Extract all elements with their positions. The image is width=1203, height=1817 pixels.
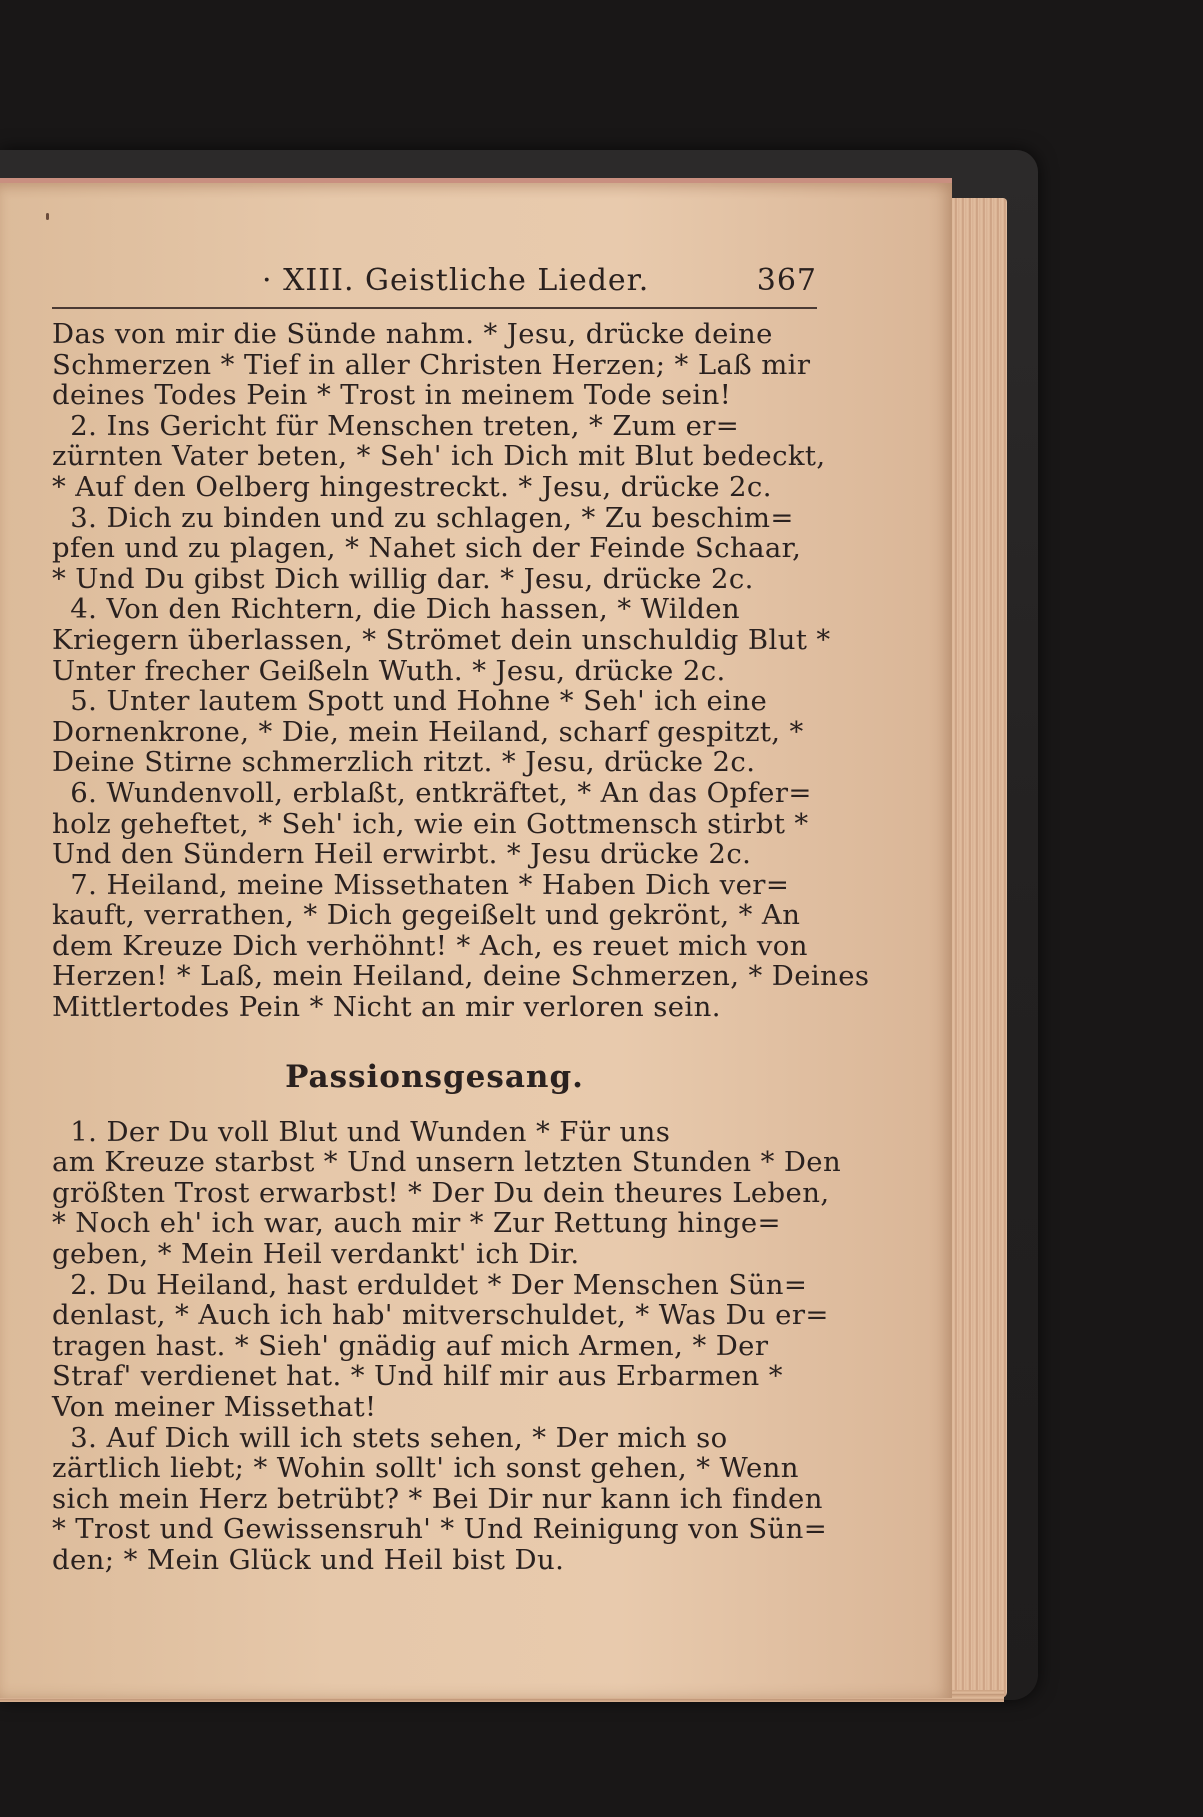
text-line: Dornenkrone, * Die, mein Heiland, scharf gespitzt, * [52, 715, 804, 748]
text-line: * Noch eh' ich war, auch mir * Zur Rettung hinge= [52, 1207, 781, 1240]
text-line: zärtlich liebt; * Wohin sollt' ich sonst gehen, * Wenn [52, 1452, 799, 1485]
text-line: dem Kreuze Dich verhöhnt! * Ach, es reuet mich von [52, 929, 808, 962]
text-line: * Und Du gibst Dich willig dar. * Jesu, drücke 2c. [52, 562, 754, 595]
text-line: zürnten Vater beten, * Seh' ich Dich mit Blut bedeckt, [52, 440, 826, 473]
text-line: am Kreuze starbst * Und unsern letzten Stunden * Den [52, 1146, 842, 1179]
text-line: denlast, * Auch ich hab' mitverschuldet, * Was Du er= [52, 1299, 829, 1332]
text-line: Herzen! * Laß, mein Heiland, deine Schmerzen, * Deines [52, 960, 870, 993]
ink-mark [46, 213, 49, 220]
text-line: geben, * Mein Heil verdankt' ich Dir. [52, 1238, 580, 1271]
hymn-text-top [52, 318, 870, 1024]
text-line: tragen hast. * Sieh' gnädig auf mich Armen, * Der [52, 1329, 769, 1362]
running-head [52, 263, 817, 301]
text-line: Deine Stirne schmerzlich ritzt. * Jesu, drücke 2c. [52, 746, 756, 779]
book-page [0, 178, 952, 1698]
text-line: Mittlertodes Pein * Nicht an mir verloren sein. [52, 991, 721, 1024]
text-line: 3. Auf Dich will ich stets sehen, * Der mich so [52, 1421, 728, 1454]
text-line: Schmerzen * Tief in aller Christen Herzen; * Laß mir [52, 348, 811, 381]
text-line: kauft, verrathen, * Dich gegeißelt und gekrönt, * An [52, 899, 801, 932]
text-line: * Trost und Gewissensruh' * Und Reinigung von Sün= [52, 1513, 828, 1546]
page-edges [948, 198, 1007, 1698]
text-line: 1. Der Du voll Blut und Wunden * Für uns [52, 1115, 671, 1148]
text-line: größten Trost erwarbst! * Der Du dein theures Leben, [52, 1176, 830, 1209]
text-line: 2. Du Heiland, hast erduldet * Der Menschen Sün= [52, 1268, 808, 1301]
text-line: 6. Wundenvoll, erblaßt, entkräftet, * An das Opfer= [52, 776, 812, 809]
text-line: Von meiner Missethat! [52, 1391, 377, 1423]
header-rule [52, 307, 817, 309]
hymn-text-bottom [52, 1115, 842, 1576]
text-line: den; * Mein Glück und Heil bist Du. [52, 1543, 565, 1576]
text-line: Und den Sündern Heil erwirbt. * Jesu drücke 2c. [52, 838, 752, 871]
section-heading: Passionsgesang. [285, 1058, 584, 1095]
running-head-title: · XIII. Geistliche Lieder. [262, 263, 650, 298]
text-line: deines Todes Pein * Trost in meinem Tode sein! [52, 379, 732, 412]
text-line: holz geheftet, * Seh' ich, wie ein Gottmensch stirbt * [52, 807, 809, 840]
text-line: Das von mir die Sünde nahm. * Jesu, drücke deine [52, 318, 773, 350]
text-line: sich mein Herz betrübt? * Bei Dir nur kann ich finden [52, 1482, 823, 1515]
text-line: 2. Ins Gericht für Menschen treten, * Zum er= [52, 409, 740, 442]
text-line: 5. Unter lautem Spott und Hohne * Seh' ich eine [52, 685, 768, 718]
page-number: 367 [756, 263, 817, 298]
text-line: Kriegern überlassen, * Strömet dein unschuldig Blut * [52, 623, 831, 656]
page-content [52, 263, 870, 1576]
text-line: 7. Heiland, meine Missethaten * Haben Dich ver= [52, 868, 790, 901]
text-line: 4. Von den Richtern, die Dich hassen, * Wilden [52, 593, 740, 626]
text-line: Unter frecher Geißeln Wuth. * Jesu, drücke 2c. [52, 654, 726, 687]
text-line: 3. Dich zu binden und zu schlagen, * Zu beschim= [52, 501, 794, 534]
text-line: Straf' verdienet hat. * Und hilf mir aus Erbarmen * [52, 1360, 783, 1393]
text-line: * Auf den Oelberg hingestreckt. * Jesu, drücke 2c. [52, 470, 772, 503]
text-line: pfen und zu plagen, * Nahet sich der Feinde Schaar, [52, 532, 802, 565]
